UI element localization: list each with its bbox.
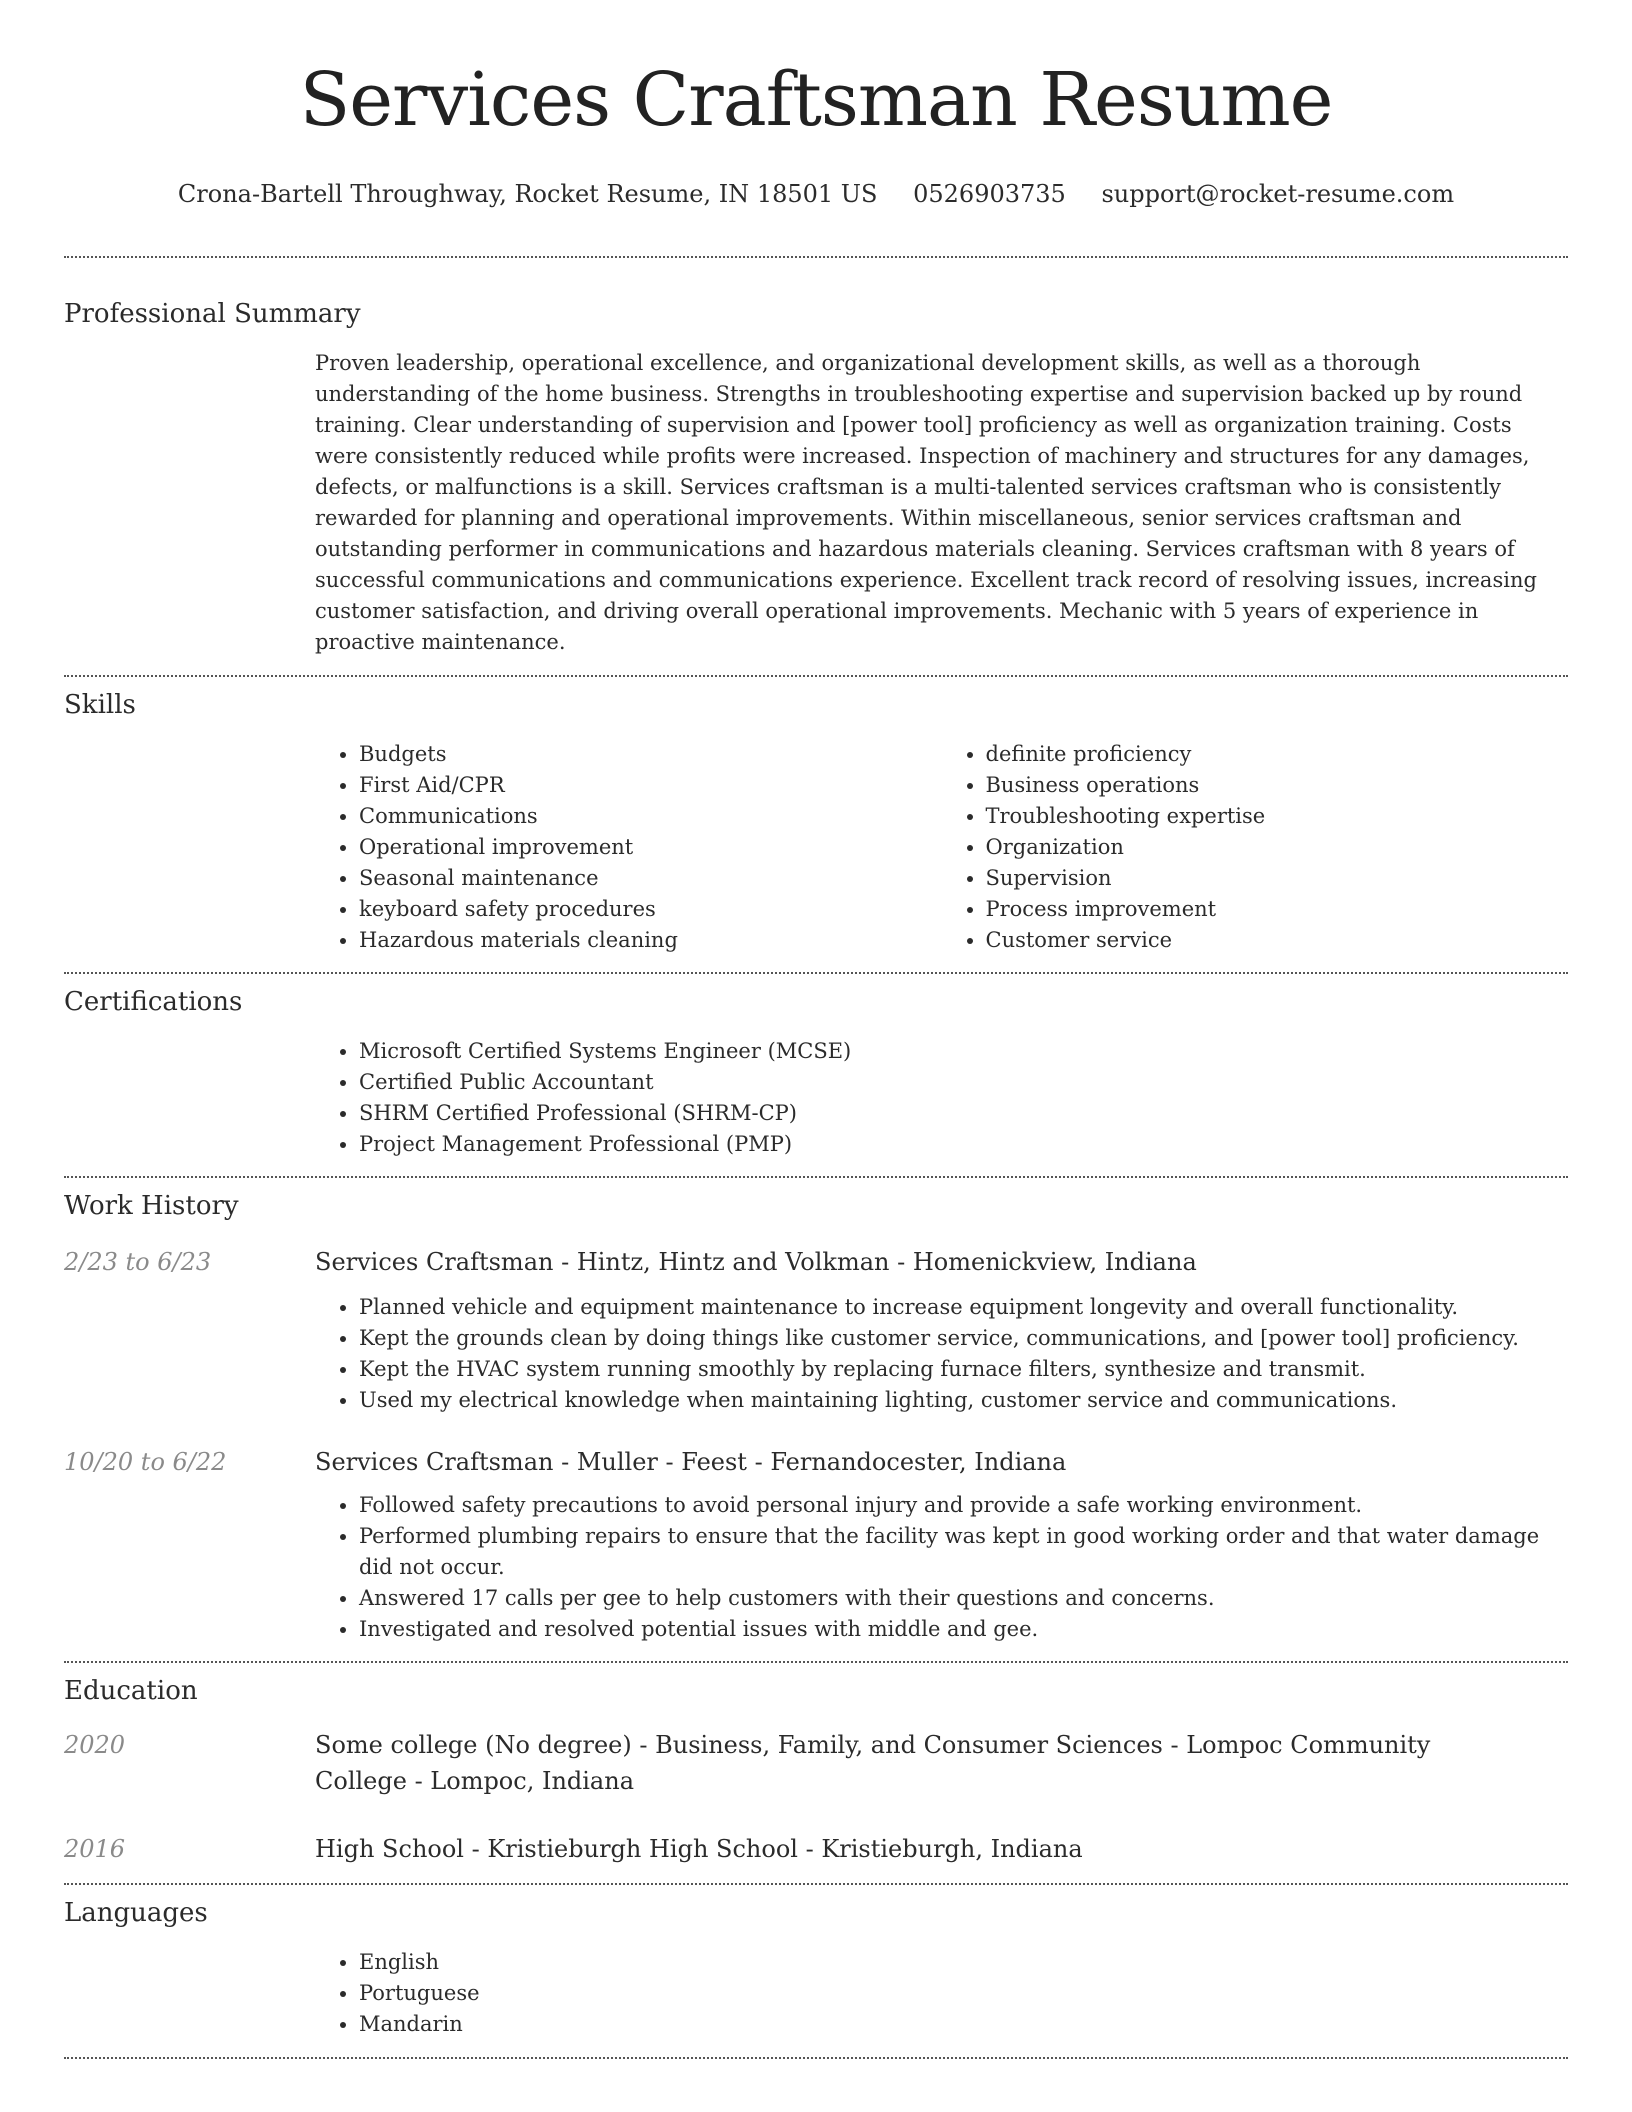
contact-email: support@rocket-resume.com xyxy=(1101,180,1455,208)
summary-body xyxy=(315,348,1568,658)
job-duties xyxy=(315,1490,1568,1645)
language-item: • English xyxy=(359,1947,1568,1978)
job-entry xyxy=(64,1444,1568,1645)
education-heading: High School - Kristieburgh High School - Kristieburgh, Indiana xyxy=(315,1835,1083,1863)
summary-text: Proven leadership, operational excellence, and organizational development skills, as well as a thorough understanding of the home business. Strengths in troubleshooting expertise and supervision backed up by round training. Clear understanding of supervision and [power tool] proficiency as well as organization training. Costs were consistently reduced while profits were increased. Inspection of machinery and structures for any damages, defects, or malfunctions is a skill. Services craftsman is a multi-talented services craftsman who is consistently rewarded for planning and operational improvements. Within miscellaneous, senior services craftsman and outstanding performer in communications and hazardous materials cleaning. Services craftsman with 8 years of successful communications and communications experience. Excellent track record of resolving issues, increasing customer satisfaction, and driving overall operational improvements. Mechanic with 5 years of experience in proactive maintenance. xyxy=(315,351,1537,654)
languages-body xyxy=(315,1947,1568,2040)
skill-item: • First Aid/CPR xyxy=(359,770,942,801)
education-year: 2016 xyxy=(64,1835,126,1863)
certification-item: • Microsoft Certified Systems Engineer (MCSE) xyxy=(359,1036,1568,1067)
job-duties-list xyxy=(315,1490,1558,1645)
certifications-section xyxy=(64,974,1568,1160)
skill-item: • Troubleshooting expertise xyxy=(986,801,1569,832)
job-dates: 10/20 to 6/22 xyxy=(64,1448,227,1476)
work-history-section xyxy=(64,1178,1568,1645)
certification-item: • SHRM Certified Professional (SHRM-CP) xyxy=(359,1098,1568,1129)
job-duty-item: • Kept the HVAC system running smoothly by replacing furnace filters, synthesize and transmit. xyxy=(359,1354,1568,1385)
section-title-languages: Languages xyxy=(64,1898,208,1928)
section-title-summary: Professional Summary xyxy=(64,299,361,329)
section-title-skills: Skills xyxy=(64,690,136,720)
skills-list-right xyxy=(942,739,1569,956)
language-item: • Portuguese xyxy=(359,1978,1568,2009)
section-title-certifications: Certifications xyxy=(64,987,243,1017)
contact-phone: 0526903735 xyxy=(913,180,1066,208)
education-year: 2020 xyxy=(64,1731,126,1759)
certifications-list xyxy=(315,1036,1568,1160)
education-entry xyxy=(64,1727,1568,1799)
contact-line xyxy=(64,178,1568,210)
certification-item: • Certified Public Accountant xyxy=(359,1067,1568,1098)
job-dates: 2/23 to 6/23 xyxy=(64,1248,212,1276)
skill-item: • keyboard safety procedures xyxy=(359,894,942,925)
job-duty-item: • Answered 17 calls per gee to help customers with their questions and concerns. xyxy=(359,1583,1558,1614)
job-heading: Services Craftsman - Hintz, Hintz and Volkman - Homenickview, Indiana xyxy=(315,1248,1197,1276)
job-heading: Services Craftsman - Muller - Feest - Fernandocester, Indiana xyxy=(315,1448,1067,1476)
education-entry xyxy=(64,1831,1568,1867)
education-section xyxy=(64,1663,1568,1867)
skills-grid xyxy=(315,739,1568,956)
job-duty-item: • Used my electrical knowledge when maintaining lighting, customer service and communications. xyxy=(359,1385,1568,1416)
certifications-body xyxy=(315,1036,1568,1160)
skill-item: • Seasonal maintenance xyxy=(359,863,942,894)
resume-title: Services Craftsman Resume xyxy=(299,57,1333,143)
skill-item: • Communications xyxy=(359,801,942,832)
certification-item: • Project Management Professional (PMP) xyxy=(359,1129,1568,1160)
education-heading: Some college (No degree) - Business, Family, and Consumer Sciences - Lompoc Community College - Lompoc, Indiana xyxy=(315,1731,1431,1795)
skill-item: • Process improvement xyxy=(986,894,1569,925)
job-duties-list xyxy=(315,1292,1568,1416)
section-title-education: Education xyxy=(64,1676,198,1706)
skill-item: • Organization xyxy=(986,832,1569,863)
languages-section xyxy=(64,1885,1568,2040)
skill-item: • Budgets xyxy=(359,739,942,770)
job-duty-item: • Investigated and resolved potential issues with middle and gee. xyxy=(359,1614,1558,1645)
skill-item: • Supervision xyxy=(986,863,1569,894)
contact-address: Crona-Bartell Throughway, Rocket Resume, IN 18501 US xyxy=(177,180,878,208)
skills-section xyxy=(64,677,1568,956)
job-entry xyxy=(64,1244,1568,1416)
skill-item: • definite proficiency xyxy=(986,739,1569,770)
skills-list-left xyxy=(315,739,942,956)
section-divider xyxy=(64,2057,1568,2059)
skill-item: • Hazardous materials cleaning xyxy=(359,925,942,956)
job-duties xyxy=(315,1292,1568,1416)
languages-list xyxy=(315,1947,1568,2040)
job-duty-item: • Planned vehicle and equipment maintenance to increase equipment longevity and overall functionality. xyxy=(359,1292,1568,1323)
summary-section xyxy=(64,258,1568,658)
skill-item: • Operational improvement xyxy=(359,832,942,863)
job-duty-item: • Performed plumbing repairs to ensure that the facility was kept in good working order and that water damage did not occur. xyxy=(359,1521,1558,1583)
section-title-work: Work History xyxy=(64,1191,239,1221)
skill-item: • Business operations xyxy=(986,770,1569,801)
resume-header xyxy=(64,0,1568,210)
skill-item: • Customer service xyxy=(986,925,1569,956)
job-duty-item: • Kept the grounds clean by doing things like customer service, communications, and [power tool] proficiency. xyxy=(359,1323,1568,1354)
language-item: • Mandarin xyxy=(359,2009,1568,2040)
job-duty-item: • Followed safety precautions to avoid personal injury and provide a safe working environment. xyxy=(359,1490,1558,1521)
